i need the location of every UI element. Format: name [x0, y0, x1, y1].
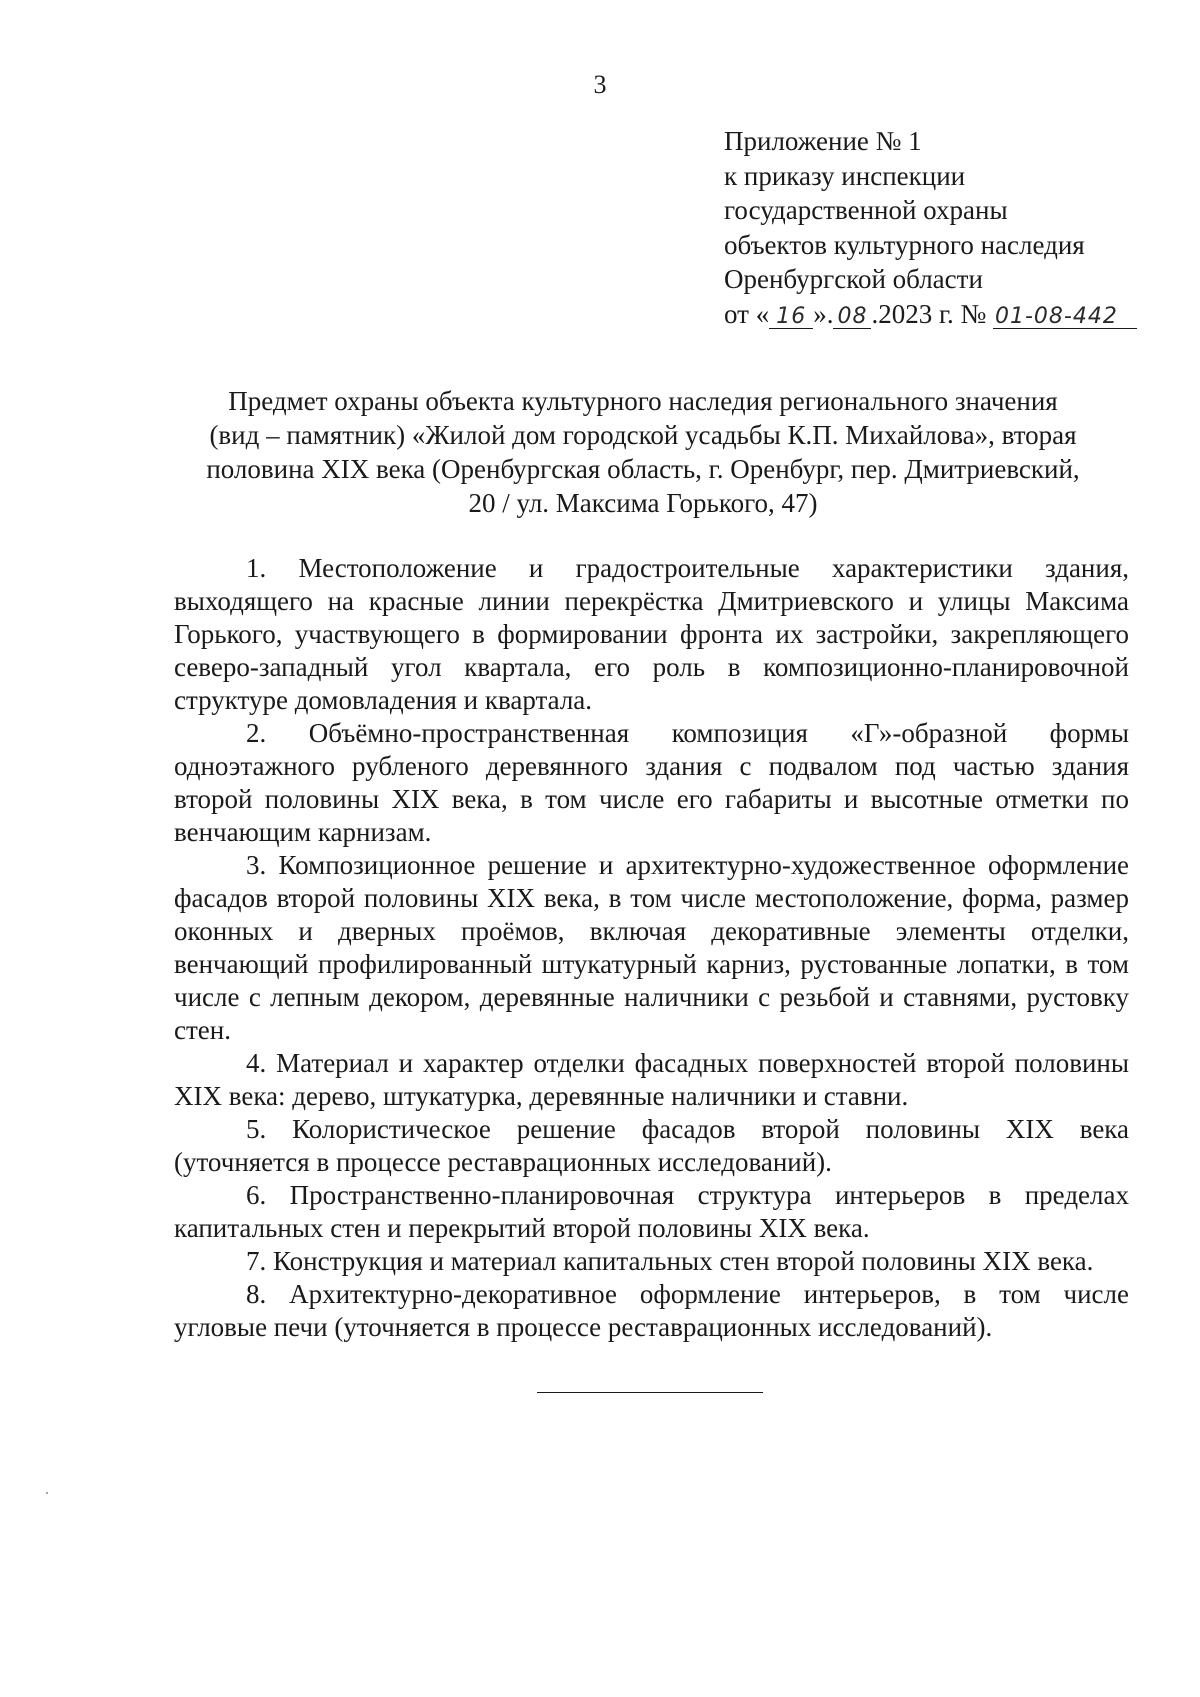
- date-suffix: .2023 г. №: [871, 298, 987, 329]
- list-item-2: 2. Объёмно-пространственная композиция «Г»-образной формы одноэтажного рубленого деревянного здания с подвалом под частью здания второй половины XIX века, в том числе его габариты и высотные отметки по венчающим карнизам.: [174, 718, 1129, 847]
- end-divider-line: [537, 1392, 763, 1393]
- order-number-handwritten: 01-08-442: [993, 306, 1137, 329]
- list-item-7: 7. Конструкция и материал капитальных стен второй половины XIX века.: [246, 1246, 1094, 1276]
- list-item-8: 8. Архитектурно-декоративное оформление интерьеров, в том числе угловые печи (уточняется в процессе реставрационных исследований).: [174, 1279, 1129, 1342]
- list-item-5: 5. Колористическое решение фасадов второй половины XIX века (уточняется в процессе реставрационных исследований).: [174, 1114, 1129, 1177]
- appendix-header: [724, 124, 1184, 331]
- title-line-2: (вид – памятник) «Жилой дом городской усадьбы К.П. Михайлова», вторая: [209, 420, 1077, 450]
- date-day-handwritten: 16: [769, 306, 813, 329]
- appendix-date-line: [724, 297, 1184, 332]
- appendix-line-3: государственной охраны: [724, 195, 1008, 225]
- list-item-4: 4. Материал и характер отделки фасадных поверхностей второй половины XIX века: дерево, штукатурка, деревянные наличники и ставни.: [174, 1048, 1129, 1111]
- appendix-line-5: Оренбургской области: [724, 264, 983, 294]
- document-title: [160, 384, 1126, 520]
- appendix-title: Приложение № 1: [724, 126, 922, 156]
- page-number: 3: [593, 70, 607, 99]
- date-prefix: от «: [724, 298, 770, 329]
- list-item-3: 3. Композиционное решение и архитектурно-художественное оформление фасадов второй половины XIX века, в том числе местоположение, форма, размер оконных и дверных проёмов, включая декоративные элементы отделки, венчающий профилированный штукатурный карниз, рустованные лопатки, в том числе с лепным декором, деревянные наличники с резьбой и ставнями, рустовку стен.: [174, 850, 1129, 1045]
- title-line-3: половина XIX века (Оренбургская область, г. Оренбург, пер. Дмитриевский,: [206, 454, 1080, 484]
- list-item-1: 1. Местоположение и градостроительные характеристики здания, выходящего на красные линии перекрёстка Дмитриевского и улицы Максима Горького, участвующего в формировании фронта их застройки, закрепляющего северо-западный угол квартала, его роль в композиционно-планировочной структуре домовладения и квартала.: [174, 553, 1129, 715]
- title-line-4: 20 / ул. Максима Горького, 47): [468, 488, 818, 518]
- protection-items-list: [174, 552, 1129, 1344]
- appendix-line-2: к приказу инспекции: [724, 160, 966, 191]
- date-month-handwritten: 08: [833, 306, 871, 329]
- list-item-6: 6. Пространственно-планировочная структура интерьеров в пределах капитальных стен и перекрытий второй половины XIX века.: [174, 1180, 1129, 1243]
- title-line-1: Предмет охраны объекта культурного наследия регионального значения: [228, 386, 1058, 416]
- scan-speck: [46, 1492, 48, 1494]
- appendix-line-4: объектов культурного наследия: [724, 229, 1085, 260]
- date-separator: ».: [813, 298, 834, 329]
